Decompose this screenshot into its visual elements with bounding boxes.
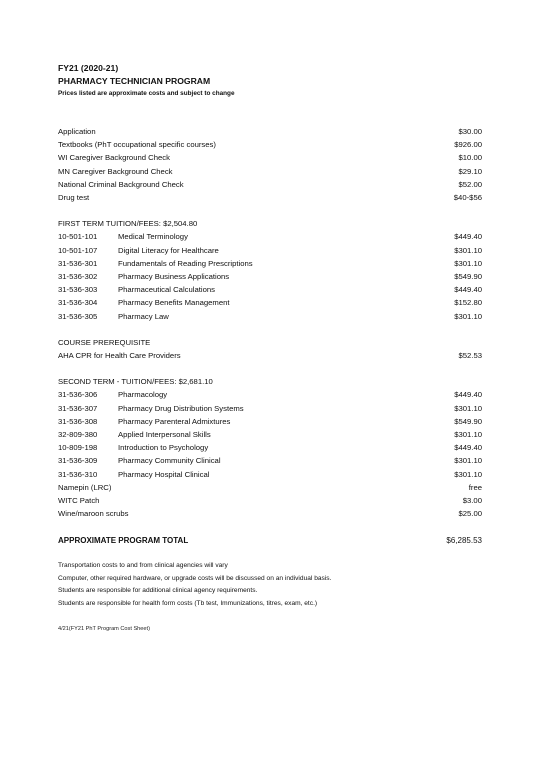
course-row xyxy=(58,388,482,401)
course-amount: $449.40 xyxy=(454,285,482,295)
course-code: 31-536-301 xyxy=(58,258,98,268)
cost-amount: $52.00 xyxy=(458,179,482,189)
course-row xyxy=(58,230,482,243)
cost-row xyxy=(58,349,482,362)
course-code: 10-501-101 xyxy=(58,232,98,242)
cost-amount: $30.00 xyxy=(458,127,482,136)
cost-row xyxy=(58,151,482,164)
cost-label: National Criminal Background Check xyxy=(58,179,184,189)
second-term-section xyxy=(58,375,482,520)
course-name: Pharmacy Hospital Clinical xyxy=(118,469,210,479)
note-item: Computer, other required hardware, or upgrade costs will be discussed on an individual basis. xyxy=(58,574,332,582)
course-row xyxy=(58,244,482,257)
course-code: 31-536-309 xyxy=(58,456,98,466)
course-amount: $549.90 xyxy=(454,416,482,426)
prerequisite-heading: COURSE PREREQUISITE xyxy=(58,337,151,347)
cost-row xyxy=(58,191,482,204)
cost-row xyxy=(58,165,482,178)
cost-row xyxy=(58,494,482,507)
course-name: Pharmacy Business Applications xyxy=(118,272,230,282)
cost-row xyxy=(58,481,482,494)
cost-amount: free xyxy=(468,482,482,492)
course-name: Pharmacology xyxy=(118,390,168,400)
first-term-section xyxy=(58,217,482,323)
cost-sheet xyxy=(58,62,482,634)
course-amount: $301.10 xyxy=(454,456,482,466)
fiscal-year-title: FY21 (2020-21) xyxy=(58,63,119,73)
prerequisite-section xyxy=(58,336,482,362)
cost-amount: $3.00 xyxy=(462,496,482,506)
cost-label: WITC Patch xyxy=(58,496,100,506)
note-item: Students are responsible for additional clinical agency requirements. xyxy=(58,587,258,595)
cost-row xyxy=(58,178,482,191)
course-row xyxy=(58,270,482,283)
note-item: Students are responsible for health form costs (Tb test, Immunizations, titres, exam, etc.) xyxy=(58,599,318,607)
course-amount: $301.10 xyxy=(454,430,482,440)
cost-label: Wine/maroon scrubs xyxy=(58,509,129,519)
second-term-heading: SECOND TERM - TUITION/FEES: $2,681.10 xyxy=(58,377,213,387)
course-name: Pharmacy Community Clinical xyxy=(118,456,221,466)
program-total-label: APPROXIMATE PROGRAM TOTAL xyxy=(58,536,189,546)
course-code: 31-536-303 xyxy=(58,285,98,295)
course-name: Applied Interpersonal Skills xyxy=(118,430,211,440)
course-amount: $301.10 xyxy=(454,311,482,321)
cost-amount: $40-$56 xyxy=(453,193,482,203)
cost-label: Application xyxy=(58,127,96,136)
cost-label: Namepin (LRC) xyxy=(58,482,112,492)
course-name: Pharmacy Law xyxy=(118,311,169,321)
course-code: 31-536-306 xyxy=(58,390,98,400)
course-row xyxy=(58,402,482,415)
course-code: 31-536-310 xyxy=(58,469,98,479)
course-amount: $152.80 xyxy=(454,298,482,308)
course-amount: $449.40 xyxy=(454,390,482,400)
price-disclaimer: Prices listed are approximate costs and subject to change xyxy=(58,90,235,97)
cost-amount: $10.00 xyxy=(458,153,482,163)
cost-label: WI Caregiver Background Check xyxy=(58,153,170,163)
cost-label: MN Caregiver Background Check xyxy=(58,166,173,176)
course-name: Introduction to Psychology xyxy=(118,443,209,453)
course-name: Digital Literacy for Healthcare xyxy=(118,245,219,255)
program-total-row xyxy=(58,534,482,548)
course-row xyxy=(58,441,482,454)
cost-label: AHA CPR for Health Care Providers xyxy=(58,351,181,361)
course-name: Pharmacy Benefits Management xyxy=(118,298,230,308)
course-code: 32-809-380 xyxy=(58,430,98,440)
course-amount: $301.10 xyxy=(454,258,482,268)
course-code: 31-536-308 xyxy=(58,416,98,426)
cost-amount: $52.53 xyxy=(458,351,482,361)
course-amount: $449.40 xyxy=(454,443,482,453)
initial-costs-list xyxy=(58,125,482,204)
course-code: 10-809-198 xyxy=(58,443,98,453)
course-row xyxy=(58,468,482,481)
course-code: 31-536-302 xyxy=(58,272,98,282)
course-row xyxy=(58,296,482,309)
course-amount: $549.90 xyxy=(454,272,482,282)
cost-label: Drug test xyxy=(58,193,90,203)
cost-amount: $25.00 xyxy=(458,509,482,519)
cost-label: Textbooks (PhT occupational specific courses) xyxy=(58,140,216,150)
program-title: PHARMACY TECHNICIAN PROGRAM xyxy=(58,76,211,86)
cost-row xyxy=(58,125,482,138)
course-amount: $301.10 xyxy=(454,245,482,255)
course-row xyxy=(58,454,482,467)
course-row xyxy=(58,415,482,428)
course-name: Medical Terminology xyxy=(118,232,188,242)
note-item: Transportation costs to and from clinical agencies will vary xyxy=(58,562,228,570)
cost-row xyxy=(58,138,482,151)
notes-list xyxy=(58,560,482,610)
cost-row xyxy=(58,507,482,520)
course-amount: $301.10 xyxy=(454,469,482,479)
course-amount: $449.40 xyxy=(454,232,482,242)
course-name: Pharmaceutical Calculations xyxy=(118,285,215,295)
course-code: 10-501-107 xyxy=(58,245,98,255)
course-name: Pharmacy Parenteral Admixtures xyxy=(118,416,231,426)
course-name: Pharmacy Drug Distribution Systems xyxy=(118,403,244,413)
course-name: Fundamentals of Reading Prescriptions xyxy=(118,258,253,268)
cost-amount: $926.00 xyxy=(454,140,482,150)
course-row xyxy=(58,283,482,296)
cost-amount: $29.10 xyxy=(458,166,482,176)
course-amount: $301.10 xyxy=(454,403,482,413)
course-row xyxy=(58,310,482,323)
course-row xyxy=(58,257,482,270)
first-term-heading: FIRST TERM TUITION/FEES: $2,504.80 xyxy=(58,219,198,229)
course-code: 31-536-304 xyxy=(58,298,98,308)
course-code: 31-536-307 xyxy=(58,403,98,413)
course-row xyxy=(58,428,482,441)
course-code: 31-536-305 xyxy=(58,311,98,321)
program-total-amount: $6,285.53 xyxy=(446,536,482,546)
document-footer: 4/21(FY21 PhT Program Cost Sheet) xyxy=(58,626,150,633)
